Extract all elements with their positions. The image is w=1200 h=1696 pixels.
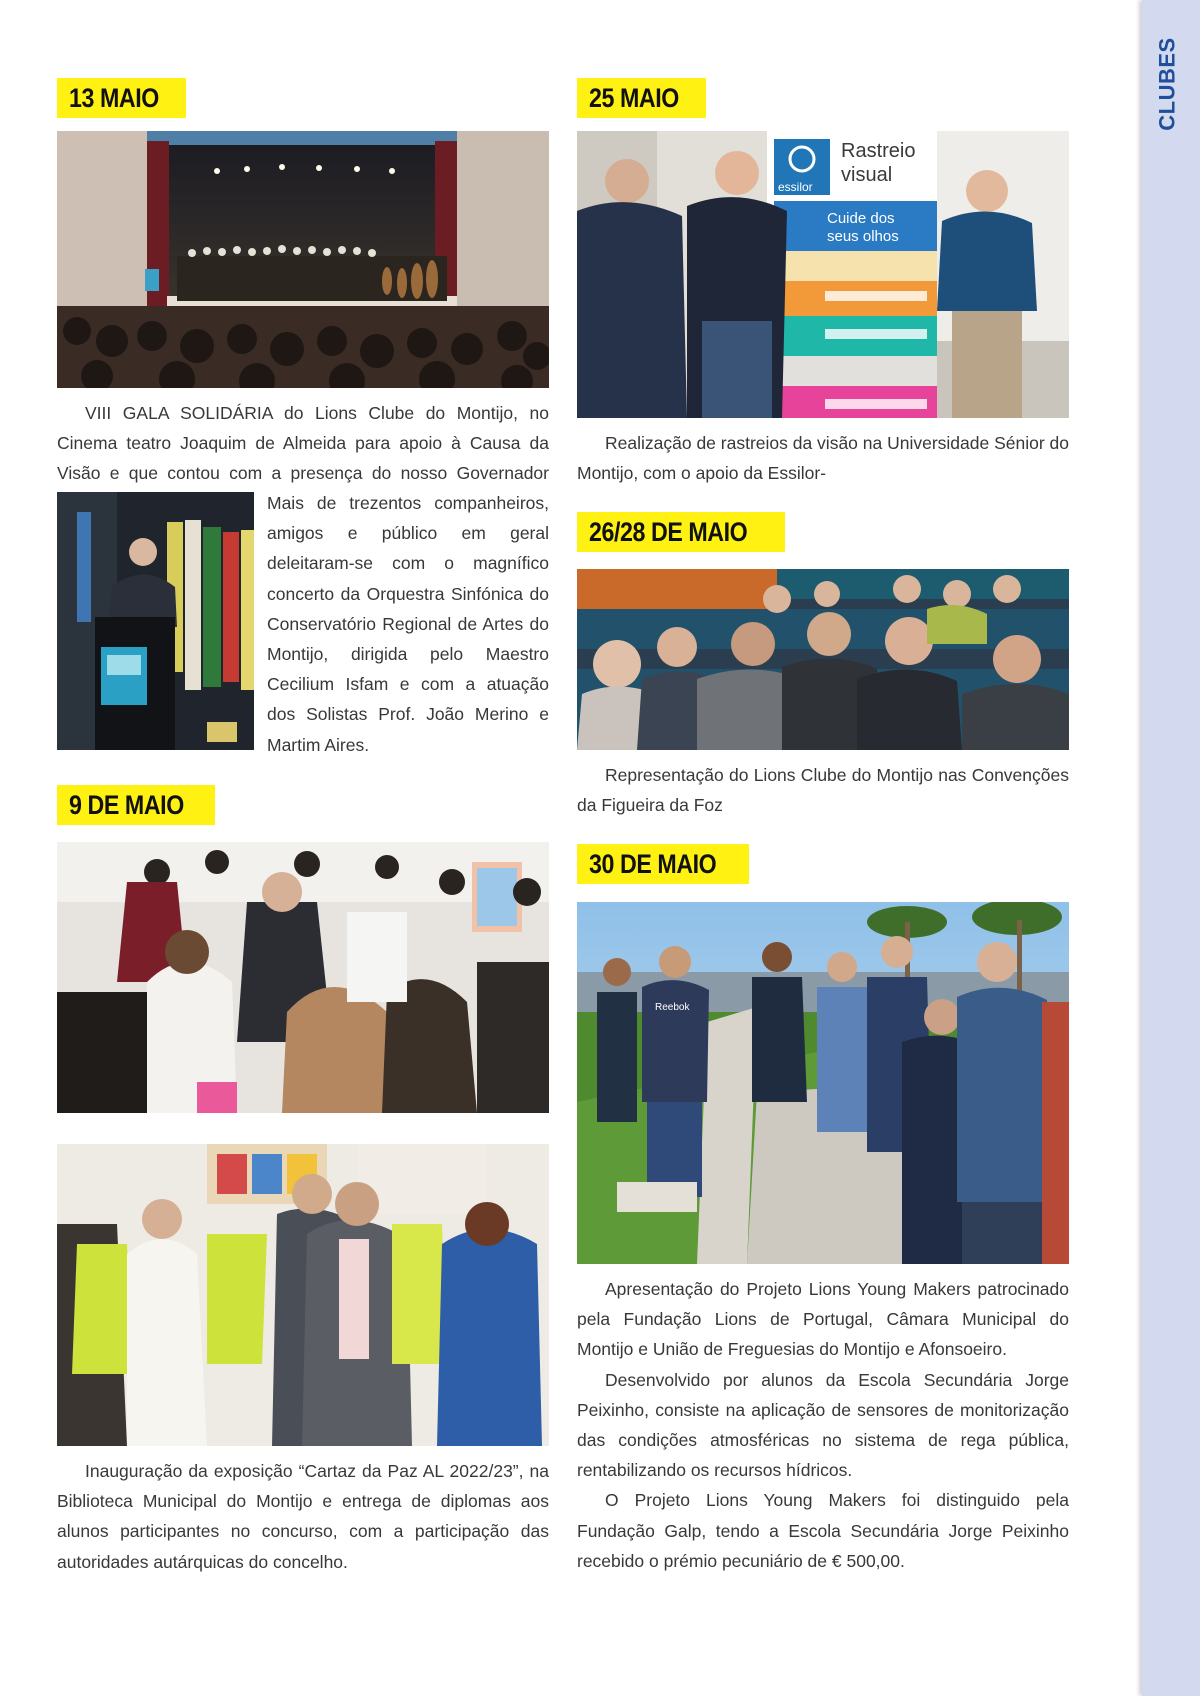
- students-exhibition-photo: [57, 842, 549, 1113]
- governor-speech-photo: [57, 492, 254, 750]
- shirt-logo-text: Reebok: [655, 1002, 690, 1013]
- caption-26-28-de-maio: Representação do Lions Clube do Montijo nas Convenções da Figueira da Foz: [577, 765, 1069, 816]
- paragraph-young-makers-intro: Apresentação do Projeto Lions Young Makers patrocinado pela Fundação Lions de Portugal, Câmara Municipal do Montijo e União de Freguesias do Montijo e Afonsoeiro.: [577, 1279, 1069, 1360]
- caption-30-de-maio: [577, 1274, 1069, 1576]
- vision-screening-photo: [577, 131, 1069, 418]
- paragraph-young-makers-award: O Projeto Lions Young Makers foi distinguido pela Fundação Galp, tendo a Escola Secundária Jorge Peixinho recebido o prémio pecuniário de € 500,00.: [577, 1490, 1069, 1571]
- essilor-brand-text: essilor: [778, 180, 813, 194]
- convention-audience-photo: [577, 569, 1069, 750]
- banner-subtitle-line2: seus olhos: [827, 228, 899, 245]
- caption-13-maio-lead: VIII GALA SOLIDÁRIA do Lions Clube do Montijo, no Cinema teatro Joaquim de Almeida para apoio à Causa da Visão e que contou com a presença do nosso Governador: [57, 403, 549, 484]
- authorities-visit-photo: [57, 1144, 549, 1446]
- section-label-text: CLUBES: [1155, 37, 1181, 131]
- section-sidebar: [1142, 0, 1200, 1696]
- caption-9-de-maio: Inauguração da exposição “Cartaz da Paz AL 2022/23”, na Biblioteca Municipal do Montijo e entrega de diplomas aos alunos participantes no concurso, com a participação das autoridades autárquicas do concelho.: [57, 1461, 549, 1572]
- date-tag-9-de-maio: 9 DE MAIO: [57, 785, 215, 825]
- banner-subtitle-line1: Cuide dos: [827, 210, 895, 227]
- date-tag-26-28-de-maio: 26/28 DE MAIO: [577, 512, 785, 552]
- concert-orchestra-photo: [57, 131, 549, 388]
- banner-title-line2: visual: [841, 164, 893, 186]
- date-tag-25-maio: 25 MAIO: [577, 78, 706, 118]
- banner-title-line1: Rastreio: [841, 140, 916, 162]
- section-label: [1150, 37, 1186, 131]
- date-tag-13-maio: 13 MAIO: [57, 78, 186, 118]
- paragraph-young-makers-development: Desenvolvido por alunos da Escola Secundária Jorge Peixinho, consiste na aplicação de sensores de monitorização das condições atmosféricas no sistema de rega pública, rentabilizando os recursos hídricos.: [577, 1369, 1069, 1481]
- caption-13-maio-side: Mais de trezentos companheiros, amigos e público em geral deleitaram-se com o magnífico concerto da Orquestra Sinfónica do Conservatório Regional de Artes do Montijo, dirigida pelo Maestro Cecilium Isfam e com a atuação dos Solistas Prof. João Merino e Martim Aires.: [267, 493, 549, 755]
- date-tag-30-de-maio: 30 DE MAIO: [577, 844, 749, 884]
- caption-25-maio: Realização de rastreios da visão na Universidade Sénior do Montijo, com o apoio da Essilor-: [577, 433, 1070, 484]
- young-makers-garden-photo: [577, 902, 1069, 1264]
